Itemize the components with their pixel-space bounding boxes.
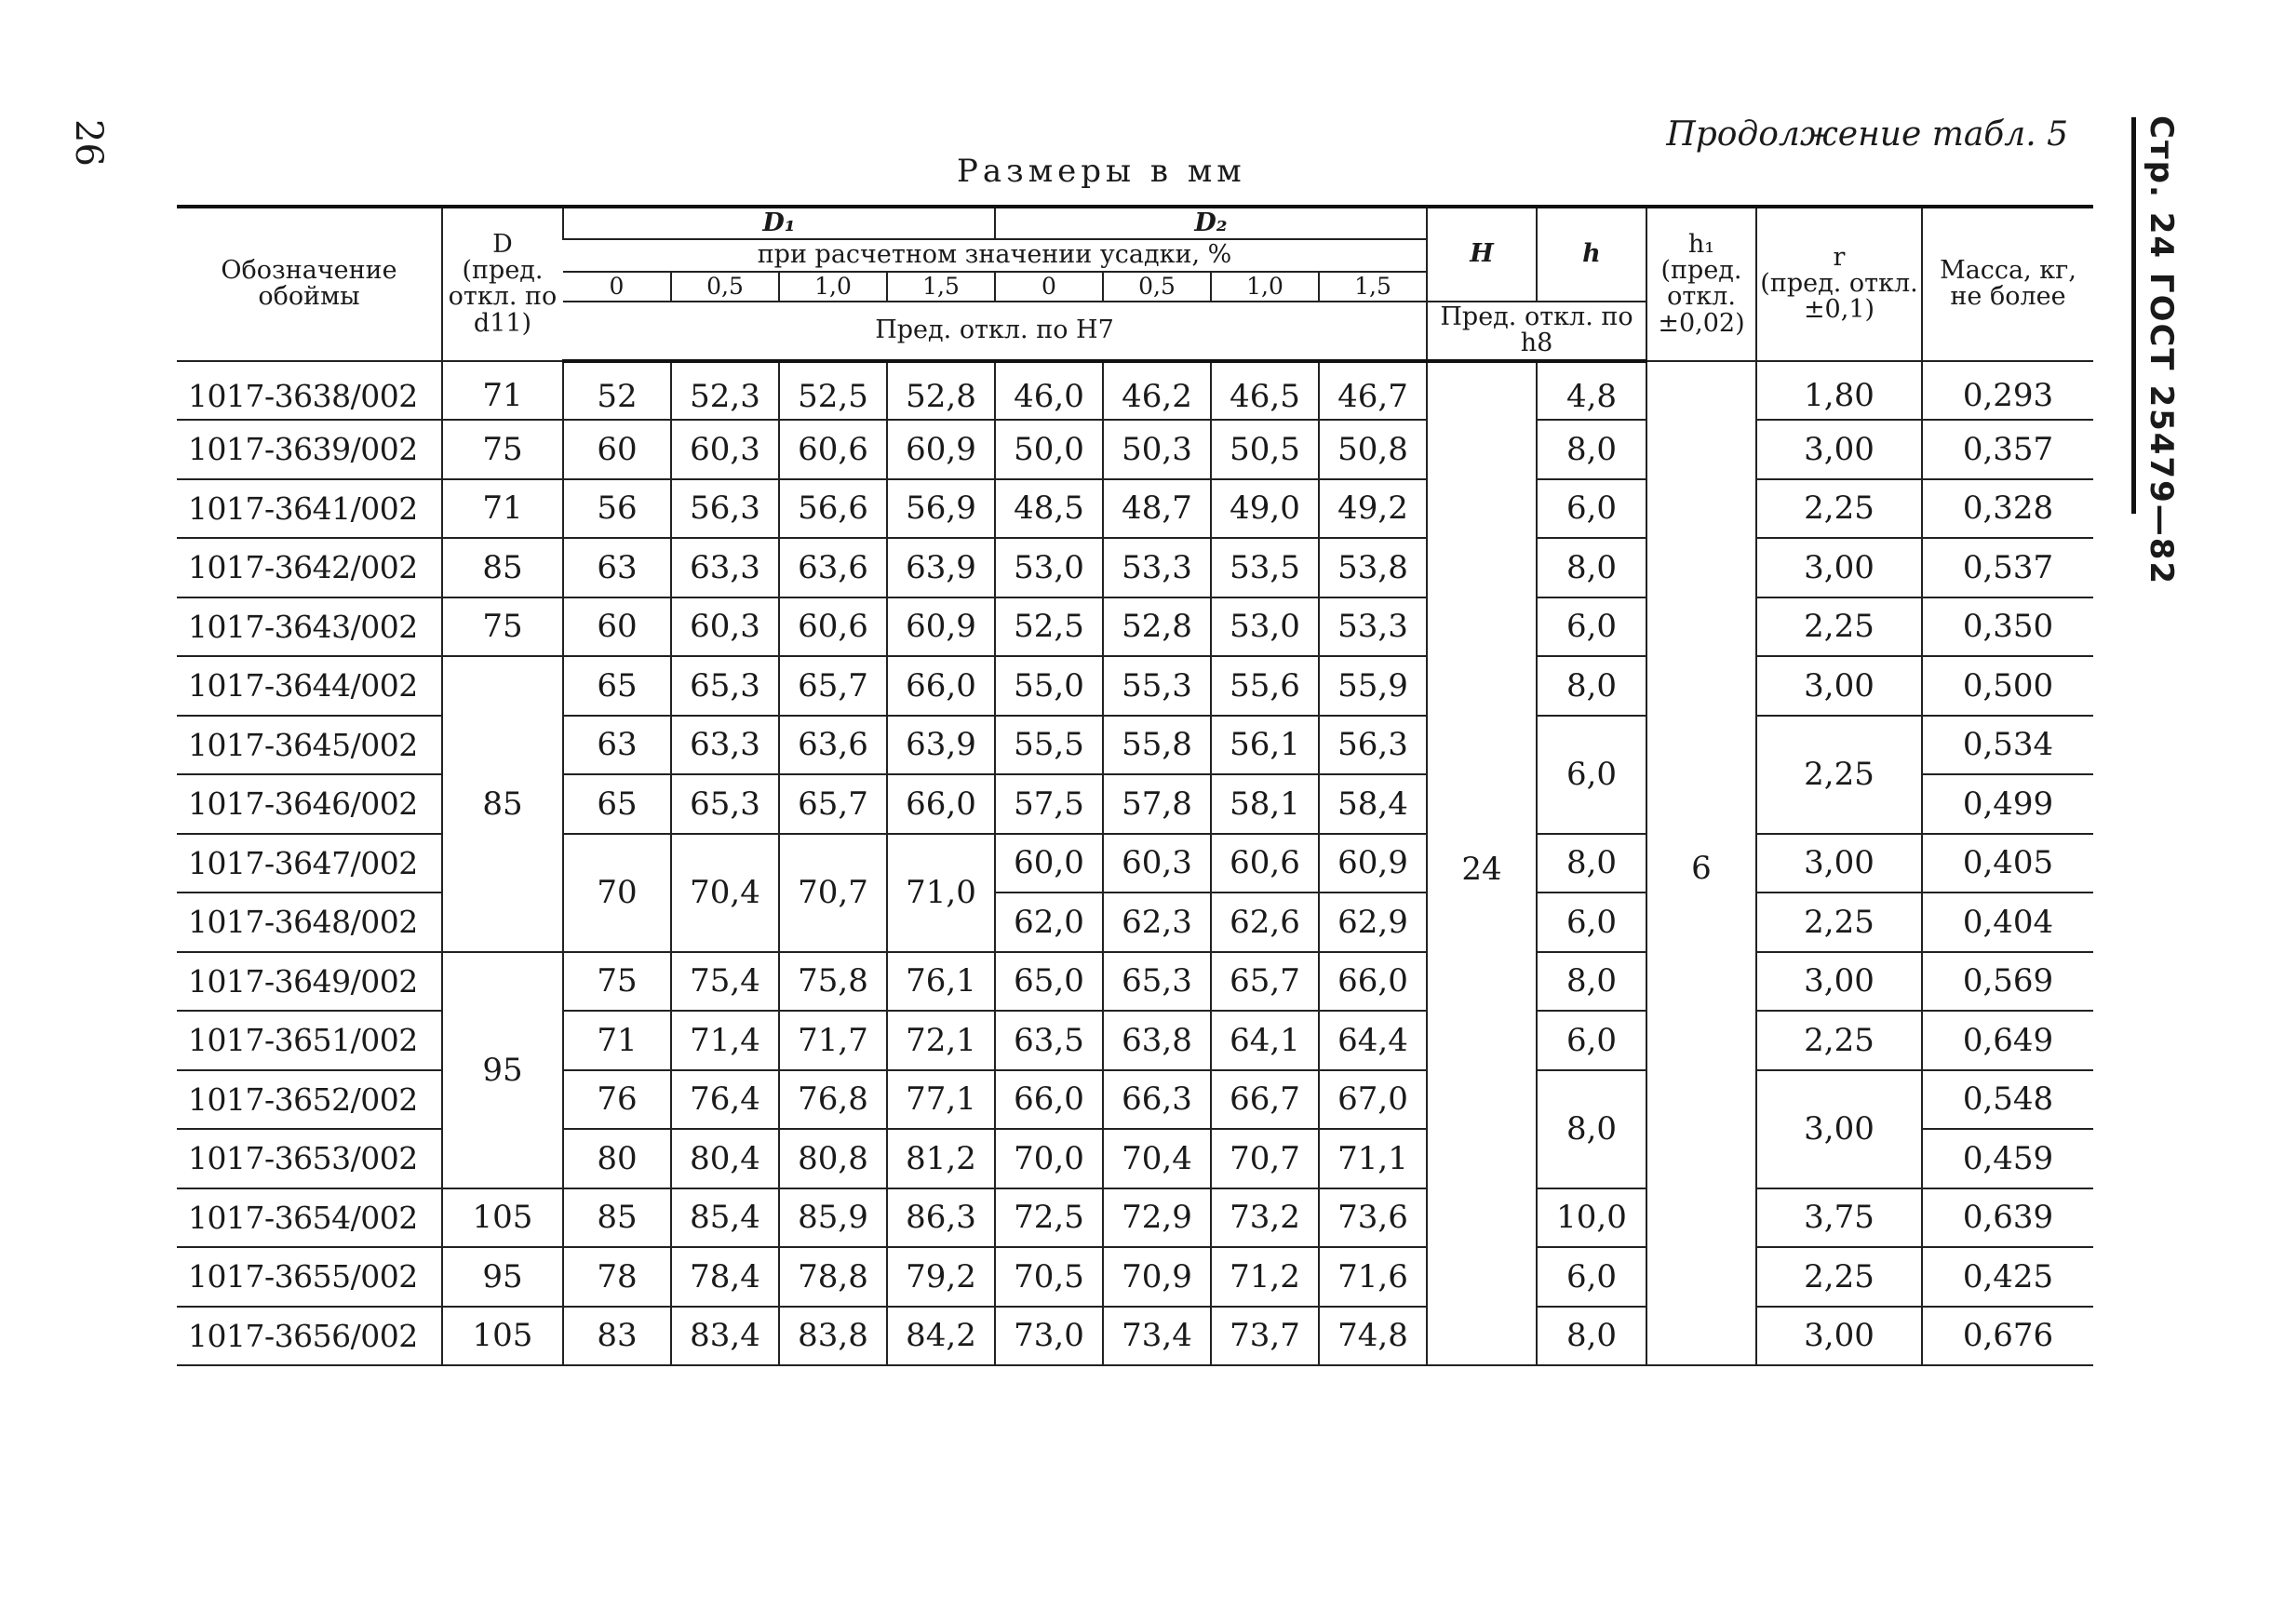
d1-cell: 72,1 (887, 1011, 995, 1070)
d2-cell: 62,9 (1319, 893, 1427, 952)
d1-cell: 60 (563, 420, 671, 479)
r-cell: 2,25 (1756, 479, 1922, 539)
designation-cell: 1017-3649/002 (177, 952, 442, 1012)
r-cell: 3,00 (1756, 834, 1922, 893)
d2-cell: 46,2 (1103, 361, 1211, 421)
mass-cell: 0,537 (1922, 538, 2093, 597)
designation-cell: 1017-3653/002 (177, 1129, 442, 1188)
d2-cell: 65,3 (1103, 952, 1211, 1012)
d2-cell: 65,7 (1211, 952, 1319, 1012)
d1-cell: 76 (563, 1070, 671, 1130)
d2-cell: 50,3 (1103, 420, 1211, 479)
header-shrink-value: 1,0 (779, 272, 887, 302)
d1-cell: 56,6 (779, 479, 887, 539)
mass-cell: 0,293 (1922, 361, 2093, 421)
designation-cell: 1017-3644/002 (177, 656, 442, 716)
d1-cell: 71,0 (887, 834, 995, 952)
dimensions-table (177, 205, 2093, 1366)
d2-cell: 72,9 (1103, 1188, 1211, 1248)
page-number: 26 (67, 119, 110, 167)
h-cell: 8,0 (1537, 834, 1646, 893)
header-d-tolerance: (пред. откл. по d11) (448, 255, 558, 338)
d2-cell: 60,0 (995, 834, 1103, 893)
d2-cell: 46,5 (1211, 361, 1319, 421)
designation-cell: 1017-3646/002 (177, 774, 442, 834)
header-d1: D₁ (563, 207, 995, 239)
header-mass: Масса, кг, не более (1922, 207, 2093, 361)
r-cell: 2,25 (1756, 893, 1922, 952)
d2-cell: 73,6 (1319, 1188, 1427, 1248)
r-cell: 3,00 (1756, 656, 1922, 716)
mass-cell: 0,357 (1922, 420, 2093, 479)
h-cell: 6,0 (1537, 597, 1646, 657)
mass-cell: 0,649 (1922, 1011, 2093, 1070)
d1-cell: 85,9 (779, 1188, 887, 1248)
d1-cell: 75,8 (779, 952, 887, 1012)
d1-cell: 86,3 (887, 1188, 995, 1248)
d1-cell: 63,3 (671, 538, 779, 597)
d2-cell: 50,0 (995, 420, 1103, 479)
d1-cell: 63 (563, 716, 671, 775)
d2-cell: 62,6 (1211, 893, 1319, 952)
d2-cell: 48,5 (995, 479, 1103, 539)
d1-cell: 65,3 (671, 656, 779, 716)
units-caption: Размеры в мм (957, 153, 1246, 190)
header-shrink-value: 1,0 (1211, 272, 1319, 302)
h-cell: 8,0 (1537, 1070, 1646, 1188)
d2-cell: 60,6 (1211, 834, 1319, 893)
table-row (177, 361, 2093, 421)
r-cell: 3,75 (1756, 1188, 1922, 1248)
d2-cell: 50,5 (1211, 420, 1319, 479)
d1-cell: 63,9 (887, 716, 995, 775)
d2-cell: 64,1 (1211, 1011, 1319, 1070)
d2-cell: 57,5 (995, 774, 1103, 834)
h-cell: 6,0 (1537, 1247, 1646, 1307)
d2-cell: 73,4 (1103, 1307, 1211, 1366)
mass-cell: 0,639 (1922, 1188, 2093, 1248)
d1-cell: 75 (563, 952, 671, 1012)
d2-cell: 58,1 (1211, 774, 1319, 834)
mass-cell: 0,534 (1922, 716, 2093, 775)
designation-cell: 1017-3645/002 (177, 716, 442, 775)
header-h: h (1537, 207, 1646, 302)
d2-cell: 57,8 (1103, 774, 1211, 834)
d2-cell: 46,7 (1319, 361, 1427, 421)
header-d-symbol: D (492, 229, 513, 259)
d1-cell: 80 (563, 1129, 671, 1188)
d2-cell: 66,3 (1103, 1070, 1211, 1130)
header-shrink-value: 1,5 (887, 272, 995, 302)
d1-cell: 78,4 (671, 1247, 779, 1307)
d1-cell: 66,0 (887, 656, 995, 716)
d-cell: 75 (442, 597, 563, 657)
d1-cell: 76,8 (779, 1070, 887, 1130)
d1-cell: 56 (563, 479, 671, 539)
d2-cell: 53,5 (1211, 538, 1319, 597)
header-shrinkage: при расчетном значении усадки, % (563, 239, 1427, 271)
d2-cell: 71,2 (1211, 1247, 1319, 1307)
d1-cell: 63 (563, 538, 671, 597)
d2-cell: 70,7 (1211, 1129, 1319, 1188)
table-row (177, 656, 2093, 716)
h-cell: 6,0 (1537, 716, 1646, 834)
d1-cell: 83,4 (671, 1307, 779, 1366)
d-cell: 95 (442, 952, 563, 1188)
mass-cell: 0,425 (1922, 1247, 2093, 1307)
designation-cell: 1017-3641/002 (177, 479, 442, 539)
d1-cell: 71,7 (779, 1011, 887, 1070)
d1-cell: 71 (563, 1011, 671, 1070)
d1-cell: 80,8 (779, 1129, 887, 1188)
d1-cell: 65,3 (671, 774, 779, 834)
r-cell: 3,00 (1756, 1070, 1922, 1188)
d1-cell: 60,9 (887, 597, 995, 657)
d2-cell: 55,6 (1211, 656, 1319, 716)
d2-cell: 55,3 (1103, 656, 1211, 716)
d2-cell: 55,9 (1319, 656, 1427, 716)
r-cell: 3,00 (1756, 420, 1922, 479)
d1-cell: 84,2 (887, 1307, 995, 1366)
header-tolerance-h7: Пред. откл. по H7 (563, 302, 1427, 361)
d2-cell: 53,8 (1319, 538, 1427, 597)
d2-cell: 73,0 (995, 1307, 1103, 1366)
d2-cell: 48,7 (1103, 479, 1211, 539)
h-cell: 6,0 (1537, 893, 1646, 952)
d1-cell: 75,4 (671, 952, 779, 1012)
d1-cell: 56,3 (671, 479, 779, 539)
d2-cell: 55,8 (1103, 716, 1211, 775)
d2-cell: 62,0 (995, 893, 1103, 952)
d1-cell: 78,8 (779, 1247, 887, 1307)
designation-cell: 1017-3643/002 (177, 597, 442, 657)
table-row (177, 952, 2093, 1012)
table-row (177, 538, 2093, 597)
mass-cell: 0,499 (1922, 774, 2093, 834)
d1-cell: 79,2 (887, 1247, 995, 1307)
d1-cell: 60,3 (671, 420, 779, 479)
table-row (177, 1188, 2093, 1248)
designation-cell: 1017-3656/002 (177, 1307, 442, 1366)
h1-cell: 6 (1646, 361, 1756, 1366)
r-cell: 3,00 (1756, 952, 1922, 1012)
d1-cell: 70 (563, 834, 671, 952)
d1-cell: 85 (563, 1188, 671, 1248)
mass-cell: 0,404 (1922, 893, 2093, 952)
d2-cell: 56,3 (1319, 716, 1427, 775)
h-cell: 8,0 (1537, 538, 1646, 597)
d1-cell: 66,0 (887, 774, 995, 834)
d2-cell: 70,9 (1103, 1247, 1211, 1307)
d2-cell: 58,4 (1319, 774, 1427, 834)
table-row (177, 1307, 2093, 1366)
d2-cell: 46,0 (995, 361, 1103, 421)
d-cell: 105 (442, 1188, 563, 1248)
h-cell: 8,0 (1537, 656, 1646, 716)
d2-cell: 73,7 (1211, 1307, 1319, 1366)
h-cell: 8,0 (1537, 952, 1646, 1012)
d2-cell: 63,8 (1103, 1011, 1211, 1070)
d1-cell: 78 (563, 1247, 671, 1307)
d2-cell: 74,8 (1319, 1307, 1427, 1366)
d2-cell: 71,6 (1319, 1247, 1427, 1307)
d2-cell: 53,3 (1319, 597, 1427, 657)
d1-cell: 52,5 (779, 361, 887, 421)
d-cell: 85 (442, 656, 563, 952)
header-h1-symbol: h₁ (1687, 229, 1715, 259)
d-cell: 71 (442, 361, 563, 421)
d2-cell: 49,2 (1319, 479, 1427, 539)
h-cell: 8,0 (1537, 1307, 1646, 1366)
d-cell: 71 (442, 479, 563, 539)
d1-cell: 60,3 (671, 597, 779, 657)
H-cell: 24 (1427, 361, 1537, 1366)
d2-cell: 66,0 (995, 1070, 1103, 1130)
table-row (177, 597, 2093, 657)
d1-cell: 65,7 (779, 656, 887, 716)
mass-cell: 0,569 (1922, 952, 2093, 1012)
r-cell: 1,80 (1756, 361, 1922, 421)
designation-cell: 1017-3642/002 (177, 538, 442, 597)
designation-cell: 1017-3648/002 (177, 893, 442, 952)
d2-cell: 70,0 (995, 1129, 1103, 1188)
designation-cell: 1017-3652/002 (177, 1070, 442, 1130)
d1-cell: 52,8 (887, 361, 995, 421)
d1-cell: 52 (563, 361, 671, 421)
d1-cell: 83,8 (779, 1307, 887, 1366)
d-cell: 105 (442, 1307, 563, 1366)
d2-cell: 53,0 (995, 538, 1103, 597)
d2-cell: 49,0 (1211, 479, 1319, 539)
mass-cell: 0,676 (1922, 1307, 2093, 1366)
h-cell: 6,0 (1537, 479, 1646, 539)
d2-cell: 52,5 (995, 597, 1103, 657)
mass-cell: 0,548 (1922, 1070, 2093, 1130)
d2-cell: 60,9 (1319, 834, 1427, 893)
d-cell: 95 (442, 1247, 563, 1307)
h-cell: 10,0 (1537, 1188, 1646, 1248)
header-h1 (1646, 207, 1756, 361)
d1-cell: 63,6 (779, 538, 887, 597)
designation-cell: 1017-3638/002 (177, 361, 442, 421)
mass-cell: 0,500 (1922, 656, 2093, 716)
d2-cell: 55,5 (995, 716, 1103, 775)
mass-cell: 0,328 (1922, 479, 2093, 539)
designation-cell: 1017-3655/002 (177, 1247, 442, 1307)
r-cell: 2,25 (1756, 716, 1922, 834)
d2-cell: 50,8 (1319, 420, 1427, 479)
d-cell: 75 (442, 420, 563, 479)
d2-cell: 67,0 (1319, 1070, 1427, 1130)
r-cell: 3,00 (1756, 1307, 1922, 1366)
table-row (177, 479, 2093, 539)
d-cell: 85 (442, 538, 563, 597)
d2-cell: 53,3 (1103, 538, 1211, 597)
d1-cell: 83 (563, 1307, 671, 1366)
d1-cell: 76,4 (671, 1070, 779, 1130)
d1-cell: 60,9 (887, 420, 995, 479)
d1-cell: 63,6 (779, 716, 887, 775)
d2-cell: 60,3 (1103, 834, 1211, 893)
header-shrink-value: 1,5 (1319, 272, 1427, 302)
header-shrink-value: 0,5 (671, 272, 779, 302)
d2-cell: 56,1 (1211, 716, 1319, 775)
header-d2: D₂ (995, 207, 1427, 239)
d1-cell: 65,7 (779, 774, 887, 834)
d1-cell: 63,3 (671, 716, 779, 775)
header-h1-tolerance: (пред. откл. ±0,02) (1658, 255, 1745, 338)
side-rule (2131, 117, 2136, 514)
r-cell: 2,25 (1756, 1247, 1922, 1307)
r-cell: 3,00 (1756, 538, 1922, 597)
d1-cell: 63,9 (887, 538, 995, 597)
table-row (177, 420, 2093, 479)
designation-cell: 1017-3647/002 (177, 834, 442, 893)
d1-cell: 81,2 (887, 1129, 995, 1188)
table-continuation-label: Продолжение табл. 5 (1666, 115, 2068, 154)
d2-cell: 62,3 (1103, 893, 1211, 952)
d1-cell: 77,1 (887, 1070, 995, 1130)
designation-cell: 1017-3651/002 (177, 1011, 442, 1070)
table-row (177, 1247, 2093, 1307)
d1-cell: 60,6 (779, 597, 887, 657)
mass-cell: 0,459 (1922, 1129, 2093, 1188)
r-cell: 2,25 (1756, 1011, 1922, 1070)
header-r (1756, 207, 1922, 361)
d2-cell: 66,0 (1319, 952, 1427, 1012)
header-H: H (1427, 207, 1537, 302)
d1-cell: 70,4 (671, 834, 779, 952)
d2-cell: 70,4 (1103, 1129, 1211, 1188)
h-cell: 8,0 (1537, 420, 1646, 479)
d2-cell: 72,5 (995, 1188, 1103, 1248)
mass-cell: 0,405 (1922, 834, 2093, 893)
d1-cell: 80,4 (671, 1129, 779, 1188)
d2-cell: 52,8 (1103, 597, 1211, 657)
header-designation: Обозначение обоймы (177, 207, 442, 361)
header-shrink-value: 0,5 (1103, 272, 1211, 302)
d2-cell: 70,5 (995, 1247, 1103, 1307)
d1-cell: 65 (563, 656, 671, 716)
header-shrink-value: 0 (995, 272, 1103, 302)
d2-cell: 63,5 (995, 1011, 1103, 1070)
d1-cell: 52,3 (671, 361, 779, 421)
d2-cell: 66,7 (1211, 1070, 1319, 1130)
d2-cell: 53,0 (1211, 597, 1319, 657)
d2-cell: 64,4 (1319, 1011, 1427, 1070)
d1-cell: 65 (563, 774, 671, 834)
d1-cell: 70,7 (779, 834, 887, 952)
header-shrink-value: 0 (563, 272, 671, 302)
header-tolerance-h8: Пред. откл. по h8 (1427, 302, 1646, 361)
d1-cell: 71,4 (671, 1011, 779, 1070)
d2-cell: 55,0 (995, 656, 1103, 716)
designation-cell: 1017-3654/002 (177, 1188, 442, 1248)
d1-cell: 60,6 (779, 420, 887, 479)
standard-side-label: Стр. 24 ГОСТ 25479—82 (2143, 115, 2180, 586)
mass-cell: 0,350 (1922, 597, 2093, 657)
d2-cell: 71,1 (1319, 1129, 1427, 1188)
table-body (177, 361, 2093, 1366)
d2-cell: 73,2 (1211, 1188, 1319, 1248)
d1-cell: 60 (563, 597, 671, 657)
designation-cell: 1017-3639/002 (177, 420, 442, 479)
d1-cell: 85,4 (671, 1188, 779, 1248)
h-cell: 4,8 (1537, 361, 1646, 421)
header-r-symbol: r (1833, 242, 1846, 272)
h-cell: 6,0 (1537, 1011, 1646, 1070)
d1-cell: 56,9 (887, 479, 995, 539)
header-r-tolerance: (пред. откл. ±0,1) (1760, 269, 1918, 325)
d2-cell: 65,0 (995, 952, 1103, 1012)
header-d (442, 207, 563, 361)
r-cell: 2,25 (1756, 597, 1922, 657)
d1-cell: 76,1 (887, 952, 995, 1012)
